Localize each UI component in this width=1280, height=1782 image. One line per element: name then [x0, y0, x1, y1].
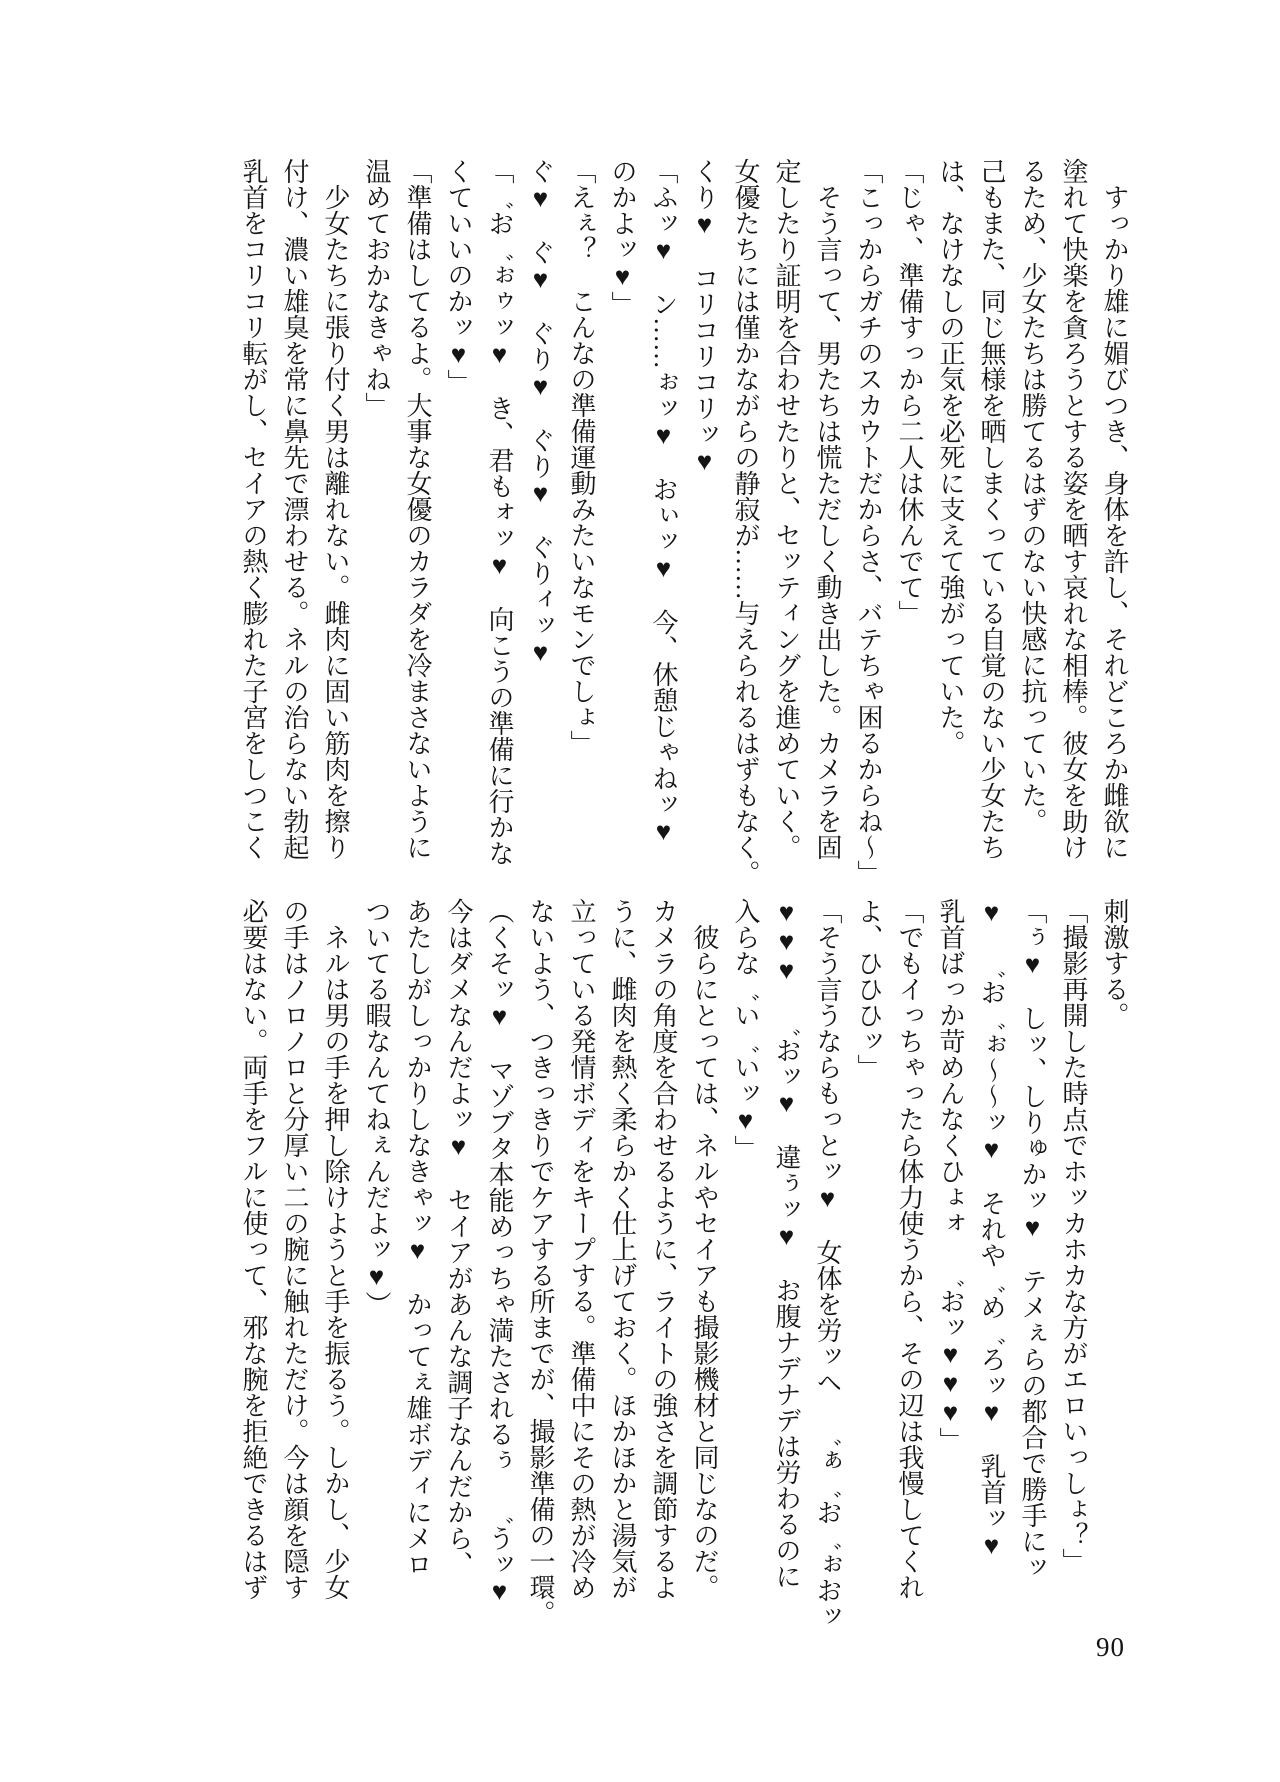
- text-column: くていいのかッ♥」: [444, 158, 473, 395]
- text-column: 今はダメなんだよッ♥ セイアがあんな調子なんだから、: [444, 898, 473, 1577]
- text-column: 入らな゛い゛いッ♥」: [731, 898, 760, 1161]
- text-column: の手はノロノロと分厚い二の腕に触れただけ。今は顔を隠す: [280, 898, 309, 1600]
- text-column: ないよう、つきっきりでケアする所までが、撮影準備の一環。: [526, 898, 555, 1626]
- text-column: は、なけなしの正気を必死に支えて強がっていた。: [936, 158, 965, 756]
- text-column: 塗れて快楽を貪ろうとする姿を晒す哀れな相棒。彼女を助け: [1059, 158, 1088, 860]
- text-column: ぐ♥ ぐ♥ ぐり♥ ぐり♥ ぐりィッ♥: [526, 158, 555, 667]
- text-column: そう言って、男たちは慌ただしく動き出した。カメラを固: [813, 184, 842, 860]
- text-column: 「ふッ♥ ン……ぉッ♥ おぃッ♥ 今、休憩じゃねッ♥: [649, 158, 678, 846]
- text-column: 「じゃ、準備すっから二人は休んでて」: [895, 158, 924, 626]
- text-column: 乳首ばっか苛めんなくひょォ ゛おッ♥♥♥」: [936, 898, 965, 1453]
- text-column: 立っている発情ボディをキープする。準備中にその熱が冷め: [567, 898, 596, 1600]
- text-column: すっかり雄に媚びつき、身体を許し、それどころか雌欲に: [1100, 184, 1129, 860]
- text-column: 己もまた、同じ無様を晒しまくっている自覚のない少女たち: [977, 158, 1006, 860]
- text-column: うに、雌肉を熱く柔らかく仕上げておく。ほかほかと湯気が: [608, 898, 637, 1600]
- text-column: 「撮影再開した時点でホッカホカな方がエロいっしょ？」: [1059, 898, 1088, 1574]
- text-column: 「そう言うならもっとッ♥ 女体を労ッヘ ゛ぁ゛お゛ぉおッ: [813, 898, 842, 1629]
- text-column: 「でもイっちゃったら体力使うから、その辺は我慢してくれ: [895, 898, 924, 1600]
- text-column: 「゛お゛ぉゥッ♥ き、君もォッ♥ 向こうの準備に行かな: [485, 158, 514, 866]
- text-column: 温めておかなきゃね」: [362, 158, 391, 418]
- text-column: ♥♥♥ ゛おッ♥ 違ぅッ♥ お腹ナデナデは労わるのに: [772, 898, 801, 1589]
- text-column: ついてる暇なんてねぇんだよッ♥）: [362, 898, 391, 1317]
- text-column: 乳首をコリコリ転がし、セイアの熱く膨れた子宮をしつこく: [239, 158, 268, 860]
- text-column: 「準備はしてるよ。大事な女優のカラダを冷まさないように: [403, 158, 432, 860]
- text-column: 女優たちには僅かながらの静寂が……与えられるはずもなく。: [731, 158, 760, 886]
- text-column: るため、少女たちは勝てるはずのない快感に抗っていた。: [1018, 158, 1047, 834]
- text-column: 定したり証明を合わせたりと、セッティングを進めていく。: [772, 158, 801, 860]
- top-text-block: [233, 158, 1135, 886]
- bottom-text-block: [233, 898, 1135, 1629]
- text-column: 「えぇ？ こんなの準備運動みたいなモンでしょ」: [567, 158, 596, 756]
- text-column: よ、ひひひッ」: [854, 898, 883, 1080]
- text-column: 少女たちに張り付く男は離れない。雌肉に固い筋肉を擦り: [321, 184, 350, 860]
- text-column: 刺激する。: [1100, 898, 1129, 1028]
- text-column: （くそッ♥ マゾブタ本能めっちゃ満たされるぅ ゛うッ♥: [485, 898, 514, 1606]
- text-column: 付け、濃い雄臭を常に鼻先で漂わせる。ネルの治らない勃起: [280, 158, 309, 860]
- text-column: 「ぅ♥ しッ、しりゅかッ♥ テメぇらの都合で勝手にッ: [1018, 898, 1047, 1580]
- text-column: 「こっからガチのスカウトだからさ、バテちゃ困るからね〜」: [854, 158, 883, 886]
- text-column: 必要はない。両手をフルに使って、邪な腕を拒絶できるはず: [239, 898, 268, 1600]
- text-column: くり♥ コリコリコリッ♥: [690, 158, 719, 476]
- text-column: のかよッ♥」: [608, 158, 637, 317]
- text-column: あたしがしっかりしなきゃッ♥ かってぇ雄ボディにメロ: [403, 898, 432, 1577]
- text-column: カメラの角度を合わせるように、ライトの強さを調節するよ: [649, 898, 678, 1600]
- text-column: 彼らにとっては、ネルやセイアも撮影機材と同じなのだ。: [690, 924, 719, 1600]
- page-number: 90: [1096, 1632, 1125, 1662]
- text-column: ♥ ゛お゛ぉ〜〜ッ♥ それや゛め゛ろッ♥ 乳首ッ♥: [977, 898, 1006, 1560]
- text-column: ネルは男の手を押し除けようと手を振るう。しかし、少女: [321, 924, 350, 1600]
